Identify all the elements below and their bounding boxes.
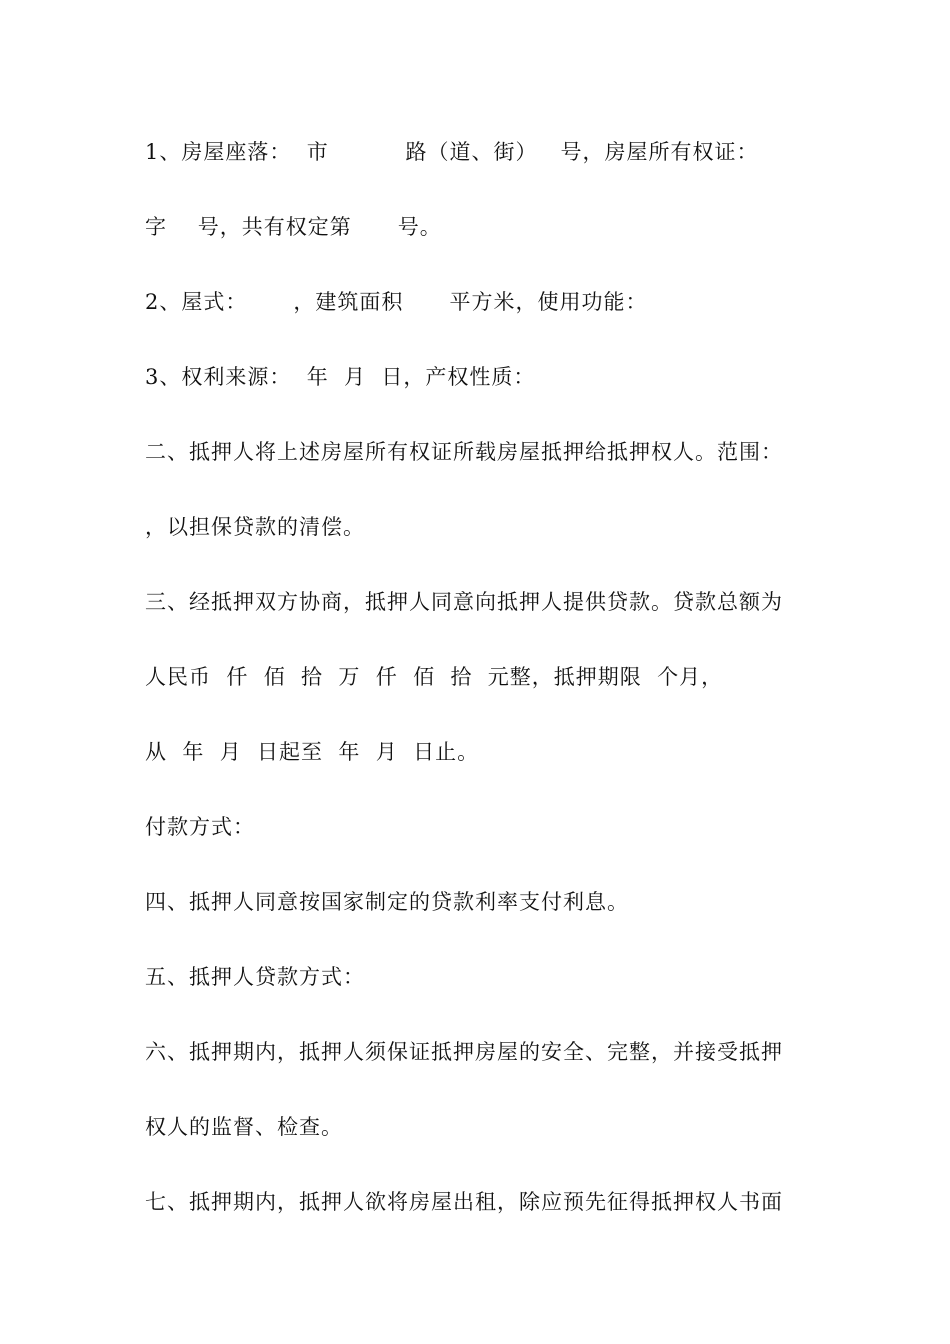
clause-three-period: 从 年 月 日起至 年 月 日止。 <box>145 740 480 764</box>
clause-six-safety: 六、抵押期内，抵押人须保证抵押房屋的安全、完整，并接受抵押 <box>145 1040 783 1064</box>
clause-two-guarantee: ，以担保贷款的清偿。 <box>145 515 365 539</box>
clause-1-location: 1、房屋座落： 市 路（道、街） 号，房屋所有权证： <box>145 140 759 164</box>
clause-three-negotiation: 三、经抵押双方协商，抵押人同意向抵押人提供贷款。贷款总额为 <box>145 590 783 614</box>
clause-two-mortgage: 二、抵押人将上述房屋所有权证所载房屋抵押给抵押权人。范围： <box>145 440 783 464</box>
clause-2-house-type: 2、屋式： ，建筑面积 平方米，使用功能： <box>145 290 648 314</box>
clause-3-right-source: 3、权利来源： 年 月 日，产权性质： <box>145 365 536 389</box>
payment-method: 付款方式： <box>145 815 255 839</box>
clause-1-certificate: 字 号，共有权定第 号。 <box>145 215 442 239</box>
clause-four-interest: 四、抵押人同意按国家制定的贷款利率支付利息。 <box>145 890 629 914</box>
clause-five-loan-method: 五、抵押人贷款方式： <box>145 965 365 989</box>
clause-seven-rental: 七、抵押期内，抵押人欲将房屋出租，除应预先征得抵押权人书面 <box>145 1190 783 1214</box>
clause-three-amount: 人民币 仟 佰 拾 万 仟 佰 拾 元整，抵押期限 个月， <box>145 665 724 689</box>
clause-six-supervision: 权人的监督、检查。 <box>145 1115 343 1139</box>
